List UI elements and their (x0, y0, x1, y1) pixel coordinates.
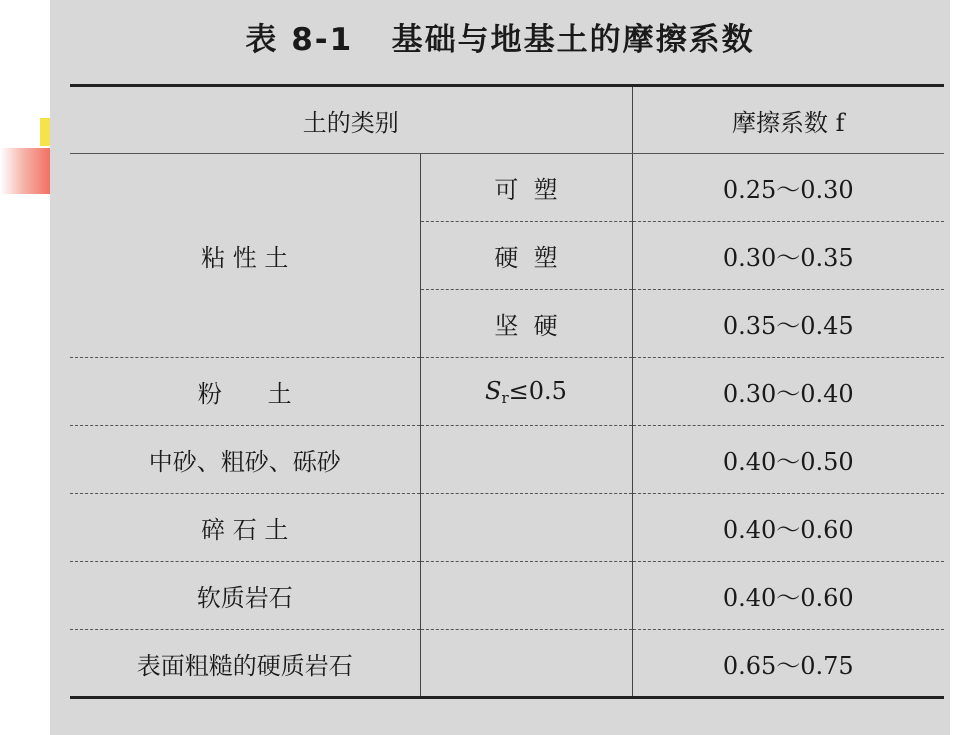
clay-name-cell: 粘 性 土 (70, 154, 420, 358)
soil-name-cell: 表面粗糙的硬质岩石 (70, 630, 420, 698)
condition-variable: S (485, 376, 502, 405)
soil-name-cell: 软质岩石 (70, 562, 420, 630)
table-row (70, 358, 944, 426)
table-title: 表 8-1 基础与地基土的摩擦系数 (245, 22, 755, 58)
header-friction-coefficient: 摩擦系数 f (632, 86, 944, 154)
value-cell: 0.40～0.60 (632, 494, 944, 562)
friction-table-container (70, 84, 944, 699)
soil-name-cell: 中砂、粗砂、砾砂 (70, 426, 420, 494)
value-cell: 0.65～0.75 (632, 630, 944, 698)
condition-subscript: r (501, 388, 509, 407)
decorative-accent (0, 118, 52, 194)
table-row (70, 426, 944, 494)
header-row (70, 86, 944, 154)
empty-condition-cell (420, 630, 632, 698)
value-cell: 0.30～0.40 (632, 358, 944, 426)
header-soil-category: 土的类别 (70, 86, 632, 154)
table-row (70, 494, 944, 562)
clay-state-cell: 可 塑 (420, 154, 632, 222)
friction-coefficient-table (70, 84, 944, 699)
clay-state-cell: 硬 塑 (420, 222, 632, 290)
clay-state-cell: 坚 硬 (420, 290, 632, 358)
empty-condition-cell (420, 562, 632, 630)
value-cell: 0.40～0.50 (632, 426, 944, 494)
soil-name-cell: 碎 石 土 (70, 494, 420, 562)
value-cell: 0.40～0.60 (632, 562, 944, 630)
value-cell: 0.30～0.35 (632, 222, 944, 290)
table-row (70, 562, 944, 630)
table-row (70, 154, 944, 222)
condition-rest: ≤0.5 (508, 376, 567, 405)
value-cell: 0.25～0.30 (632, 154, 944, 222)
accent-red-glow (0, 148, 52, 194)
empty-condition-cell (420, 426, 632, 494)
table-row (70, 630, 944, 698)
silt-condition-cell (420, 358, 632, 426)
value-cell: 0.35～0.45 (632, 290, 944, 358)
document-page (50, 0, 950, 735)
accent-yellow-bar (40, 118, 50, 146)
empty-condition-cell (420, 494, 632, 562)
silt-name-cell: 粉 土 (70, 358, 420, 426)
